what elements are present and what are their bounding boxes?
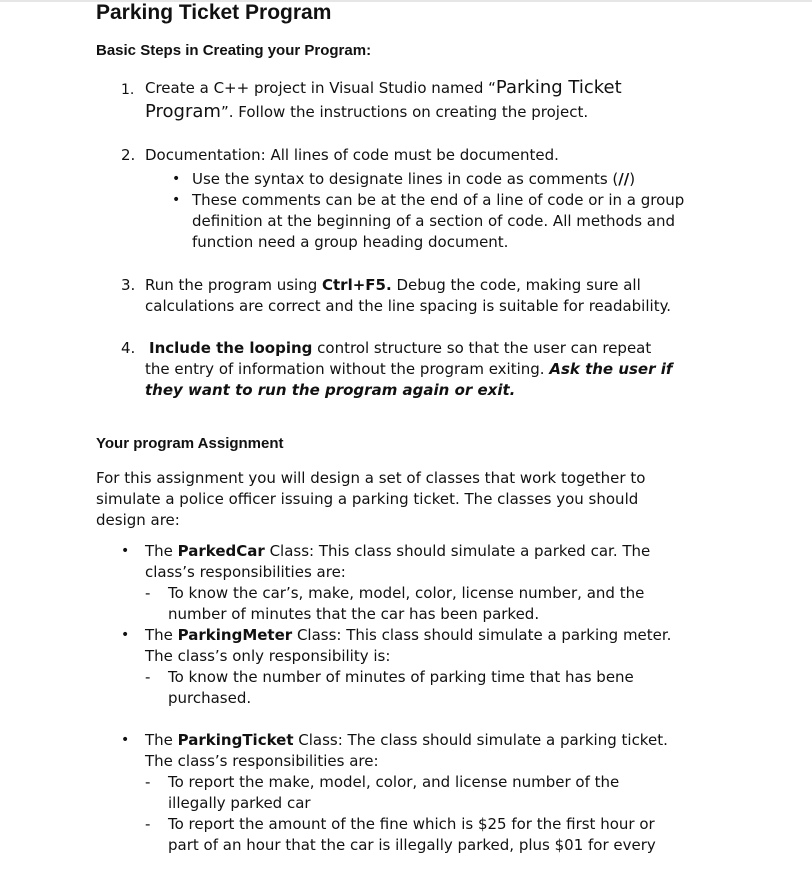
step-2-number: 2. xyxy=(121,146,136,164)
step-1-line-2: Program”. Follow the instructions on creating the project. xyxy=(145,101,589,122)
step-4-line-1: Include the looping control structure so that the user can repeat xyxy=(149,339,652,357)
bullet-icon: • xyxy=(121,543,130,559)
step-3-line-2: calculations are correct and the line spacing is suitable for readability. xyxy=(145,297,672,315)
dash-icon: - xyxy=(145,815,151,833)
parked-car-duty-line-2: number of minutes that the car has been parked. xyxy=(168,605,540,623)
page-title: Parking Ticket Program xyxy=(96,1,332,24)
step-3-number: 3. xyxy=(121,276,136,294)
step-3-line-1: Run the program using Ctrl+F5. Debug the code, making sure all xyxy=(145,276,641,294)
parked-car-line-2: class’s responsibilities are: xyxy=(145,563,346,581)
parked-car-duty-line-1: To know the car’s, make, model, color, license number, and the xyxy=(168,584,645,602)
parking-meter-line-2: The class’s only responsibility is: xyxy=(145,647,391,665)
intro-line-2: simulate a police officer issuing a parking ticket. The classes you should xyxy=(96,490,639,508)
step-2-bullet-1: Use the syntax to designate lines in code as comments (//) xyxy=(192,170,636,188)
assignment-heading: Your program Assignment xyxy=(96,435,284,452)
parking-ticket-line-2: The class’s responsibilities are: xyxy=(145,752,379,770)
step-2-bullet-2-line-1: These comments can be at the end of a line of code or in a group xyxy=(192,191,685,209)
parking-ticket-duty-2-line-2: part of an hour that the car is illegally parked, plus $01 for every xyxy=(168,836,656,854)
parking-meter-duty-line-2: purchased. xyxy=(168,689,252,707)
step-1-line-1: Create a C++ project in Visual Studio named “Parking Ticket xyxy=(145,77,622,98)
parked-car-line-1: The ParkedCar Class: This class should simulate a parked car. The xyxy=(145,542,651,560)
step-2-bullet-2-line-2: definition at the beginning of a section of code. All methods and xyxy=(192,212,676,230)
step-2-bullet-2-line-3: function need a group heading document. xyxy=(192,233,509,251)
parking-ticket-duty-2-line-1: To report the amount of the fine which is $25 for the first hour or xyxy=(168,815,655,833)
step-4-number: 4. xyxy=(121,339,136,357)
dash-icon: - xyxy=(145,584,151,602)
step-4-line-3: they want to run the program again or exit. xyxy=(145,381,516,399)
bullet-icon: • xyxy=(121,627,130,643)
dash-icon: - xyxy=(145,773,151,791)
parking-ticket-duty-1-line-1: To report the make, model, color, and license number of the xyxy=(168,773,620,791)
step-1-number: 1. xyxy=(121,82,135,98)
intro-line-1: For this assignment you will design a set of classes that work together to xyxy=(96,469,646,487)
step-2-text: Documentation: All lines of code must be documented. xyxy=(145,146,559,164)
dash-icon: - xyxy=(145,668,151,686)
parking-ticket-duty-1-line-2: illegally parked car xyxy=(168,794,311,812)
bullet-icon: • xyxy=(172,192,181,208)
basic-steps-heading: Basic Steps in Creating your Program: xyxy=(96,42,372,59)
parking-ticket-line-1: The ParkingTicket Class: The class should simulate a parking ticket. xyxy=(145,731,668,749)
parking-meter-line-1: The ParkingMeter Class: This class should simulate a parking meter. xyxy=(145,626,672,644)
intro-line-3: design are: xyxy=(96,511,180,529)
bullet-icon: • xyxy=(172,171,181,187)
parking-meter-duty-line-1: To know the number of minutes of parking time that has bene xyxy=(168,668,634,686)
step-4-line-2: the entry of information without the program exiting. Ask the user if xyxy=(145,360,673,378)
bullet-icon: • xyxy=(121,732,130,748)
